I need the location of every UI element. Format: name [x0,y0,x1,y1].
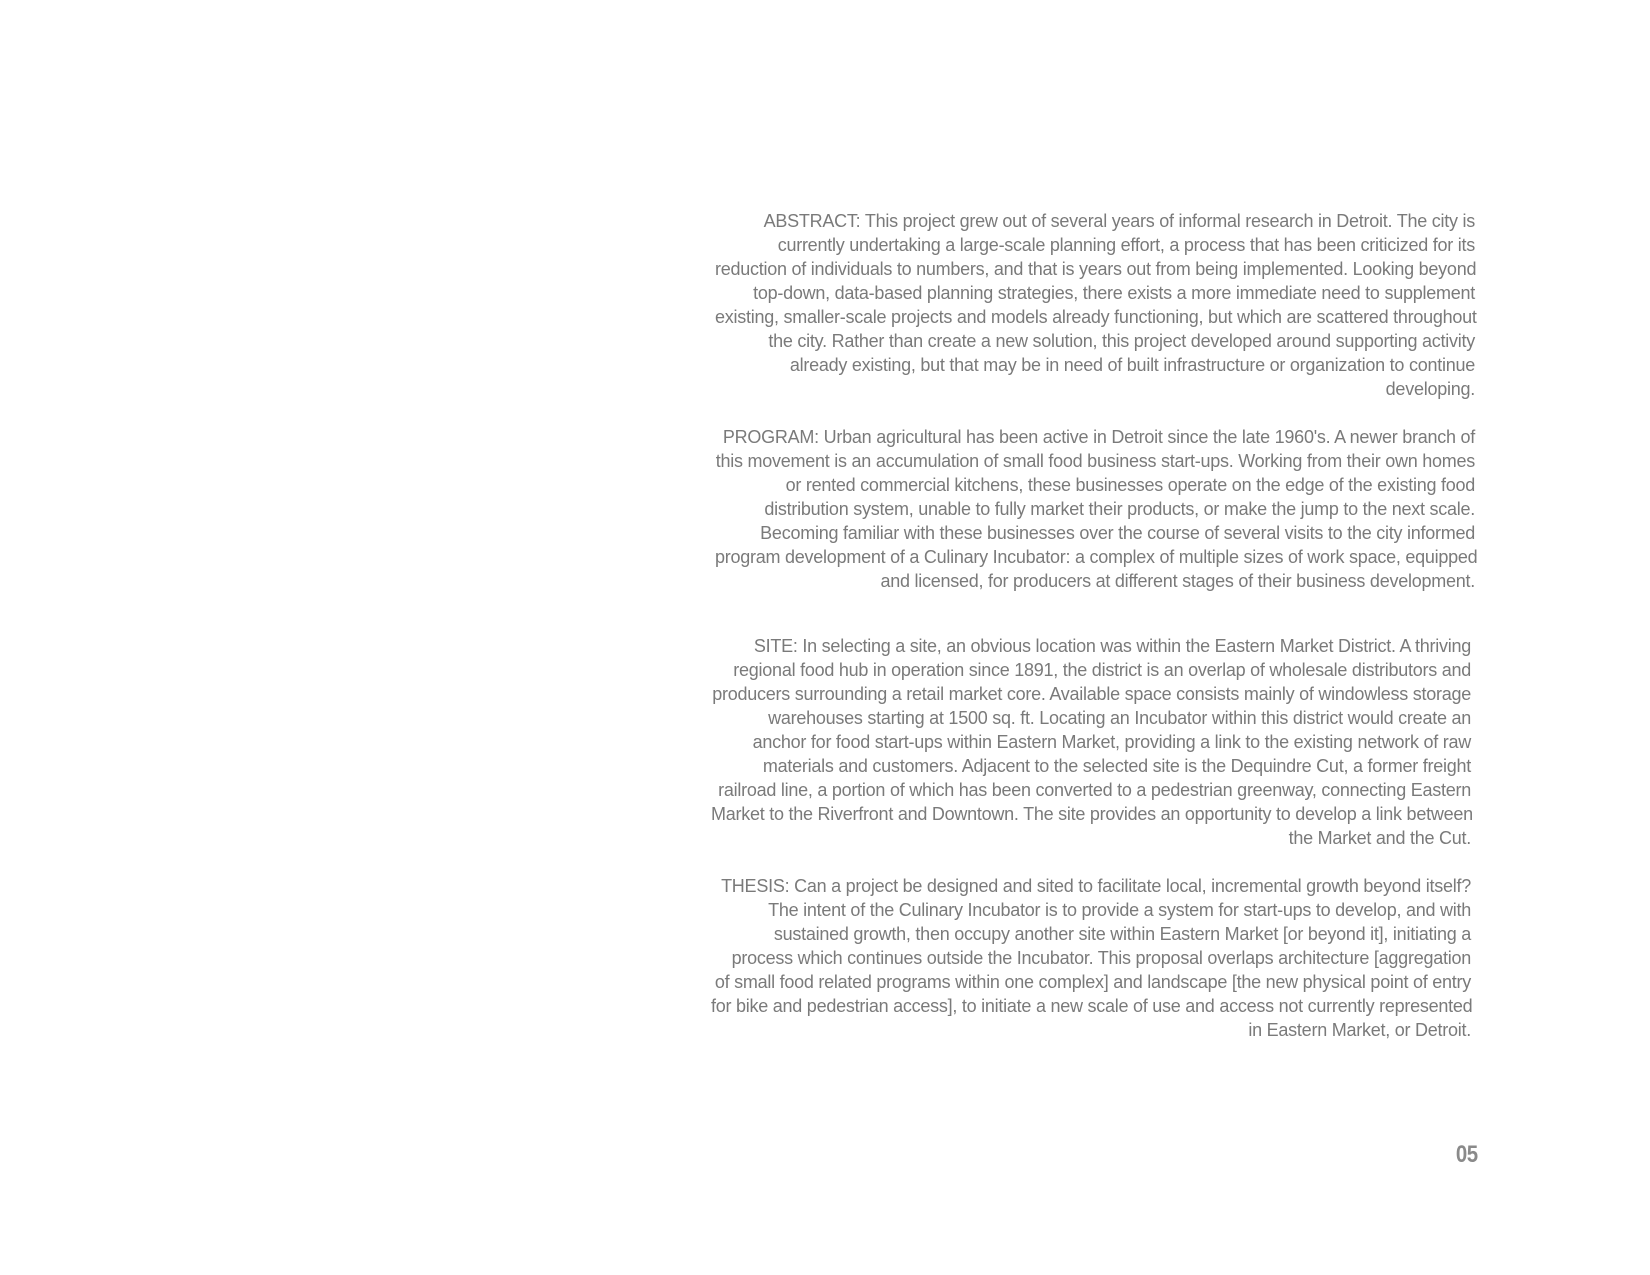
program-line: and licensed, for producers at different stages of their business development. [880,571,1475,591]
thesis-paragraph [711,874,1471,1042]
program-line: PROGRAM: Urban agricultural has been active in Detroit since the late 1960's. A newer branch of [722,427,1475,447]
page-number: 05 [1456,1141,1478,1168]
program-line: distribution system, unable to fully market their products, or make the jump to the next scale. [764,499,1475,519]
abstract-line: currently undertaking a large-scale planning effort, a process that has been criticized for its [777,235,1475,255]
site-line: SITE: In selecting a site, an obvious location was within the Eastern Market District. A thriving [753,636,1471,656]
program-line: this movement is an accumulation of small food business start-ups. Working from their own homes [715,451,1475,471]
abstract-line: already existing, but that may be in need of built infrastructure or organization to continue [789,355,1475,375]
program-line: program development of a Culinary Incubator: a complex of multiple sizes of work space, equipped [715,547,1478,567]
abstract-line: top-down, data-based planning strategies, there exists a more immediate need to supplement [753,283,1475,303]
abstract-line: developing. [1385,379,1475,399]
thesis-line: The intent of the Culinary Incubator is to provide a system for start-ups to develop, and with [768,900,1471,920]
site-line: producers surrounding a retail market core. Available space consists mainly of windowless storage [712,684,1471,704]
site-line: regional food hub in operation since 1891, the district is an overlap of wholesale distributors and [733,660,1471,680]
thesis-line: sustained growth, then occupy another site within Eastern Market [or beyond it], initiating a [773,924,1471,944]
thesis-line: in Eastern Market, or Detroit. [1248,1020,1471,1040]
site-line: railroad line, a portion of which has been converted to a pedestrian greenway, connecting Eastern [718,780,1471,800]
abstract-line: the city. Rather than create a new solution, this project developed around supporting activity [768,331,1475,351]
site-line: warehouses starting at 1500 sq. ft. Locating an Incubator within this district would create an [768,708,1471,728]
abstract-line: reduction of individuals to numbers, and that is years out from being implemented. Looking beyond [715,259,1477,279]
site-line: Market to the Riverfront and Downtown. The site provides an opportunity to develop a link between [711,804,1473,824]
abstract-paragraph [715,209,1475,401]
abstract-line: ABSTRACT: This project grew out of several years of informal research in Detroit. The city is [763,211,1475,231]
thesis-line: for bike and pedestrian access], to initiate a new scale of use and access not currently represented [711,996,1473,1016]
site-paragraph [711,634,1471,850]
program-line: Becoming familiar with these businesses over the course of several visits to the city informed [760,523,1475,543]
abstract-line: existing, smaller-scale projects and models already functioning, but which are scattered throughout [715,307,1477,327]
program-line: or rented commercial kitchens, these businesses operate on the edge of the existing food [785,475,1475,495]
thesis-line: of small food related programs within one complex] and landscape [the new physical point of entry [714,972,1471,992]
site-line: materials and customers. Adjacent to the selected site is the Dequindre Cut, a former freight [762,756,1471,776]
thesis-line: process which continues outside the Incubator. This proposal overlaps architecture [aggregation [731,948,1471,968]
program-paragraph [715,425,1478,593]
site-line: anchor for food start-ups within Eastern Market, providing a link to the existing network of raw [752,732,1471,752]
thesis-line: THESIS: Can a project be designed and sited to facilitate local, incremental growth beyond itself? [721,876,1471,896]
site-line: the Market and the Cut. [1288,828,1471,848]
